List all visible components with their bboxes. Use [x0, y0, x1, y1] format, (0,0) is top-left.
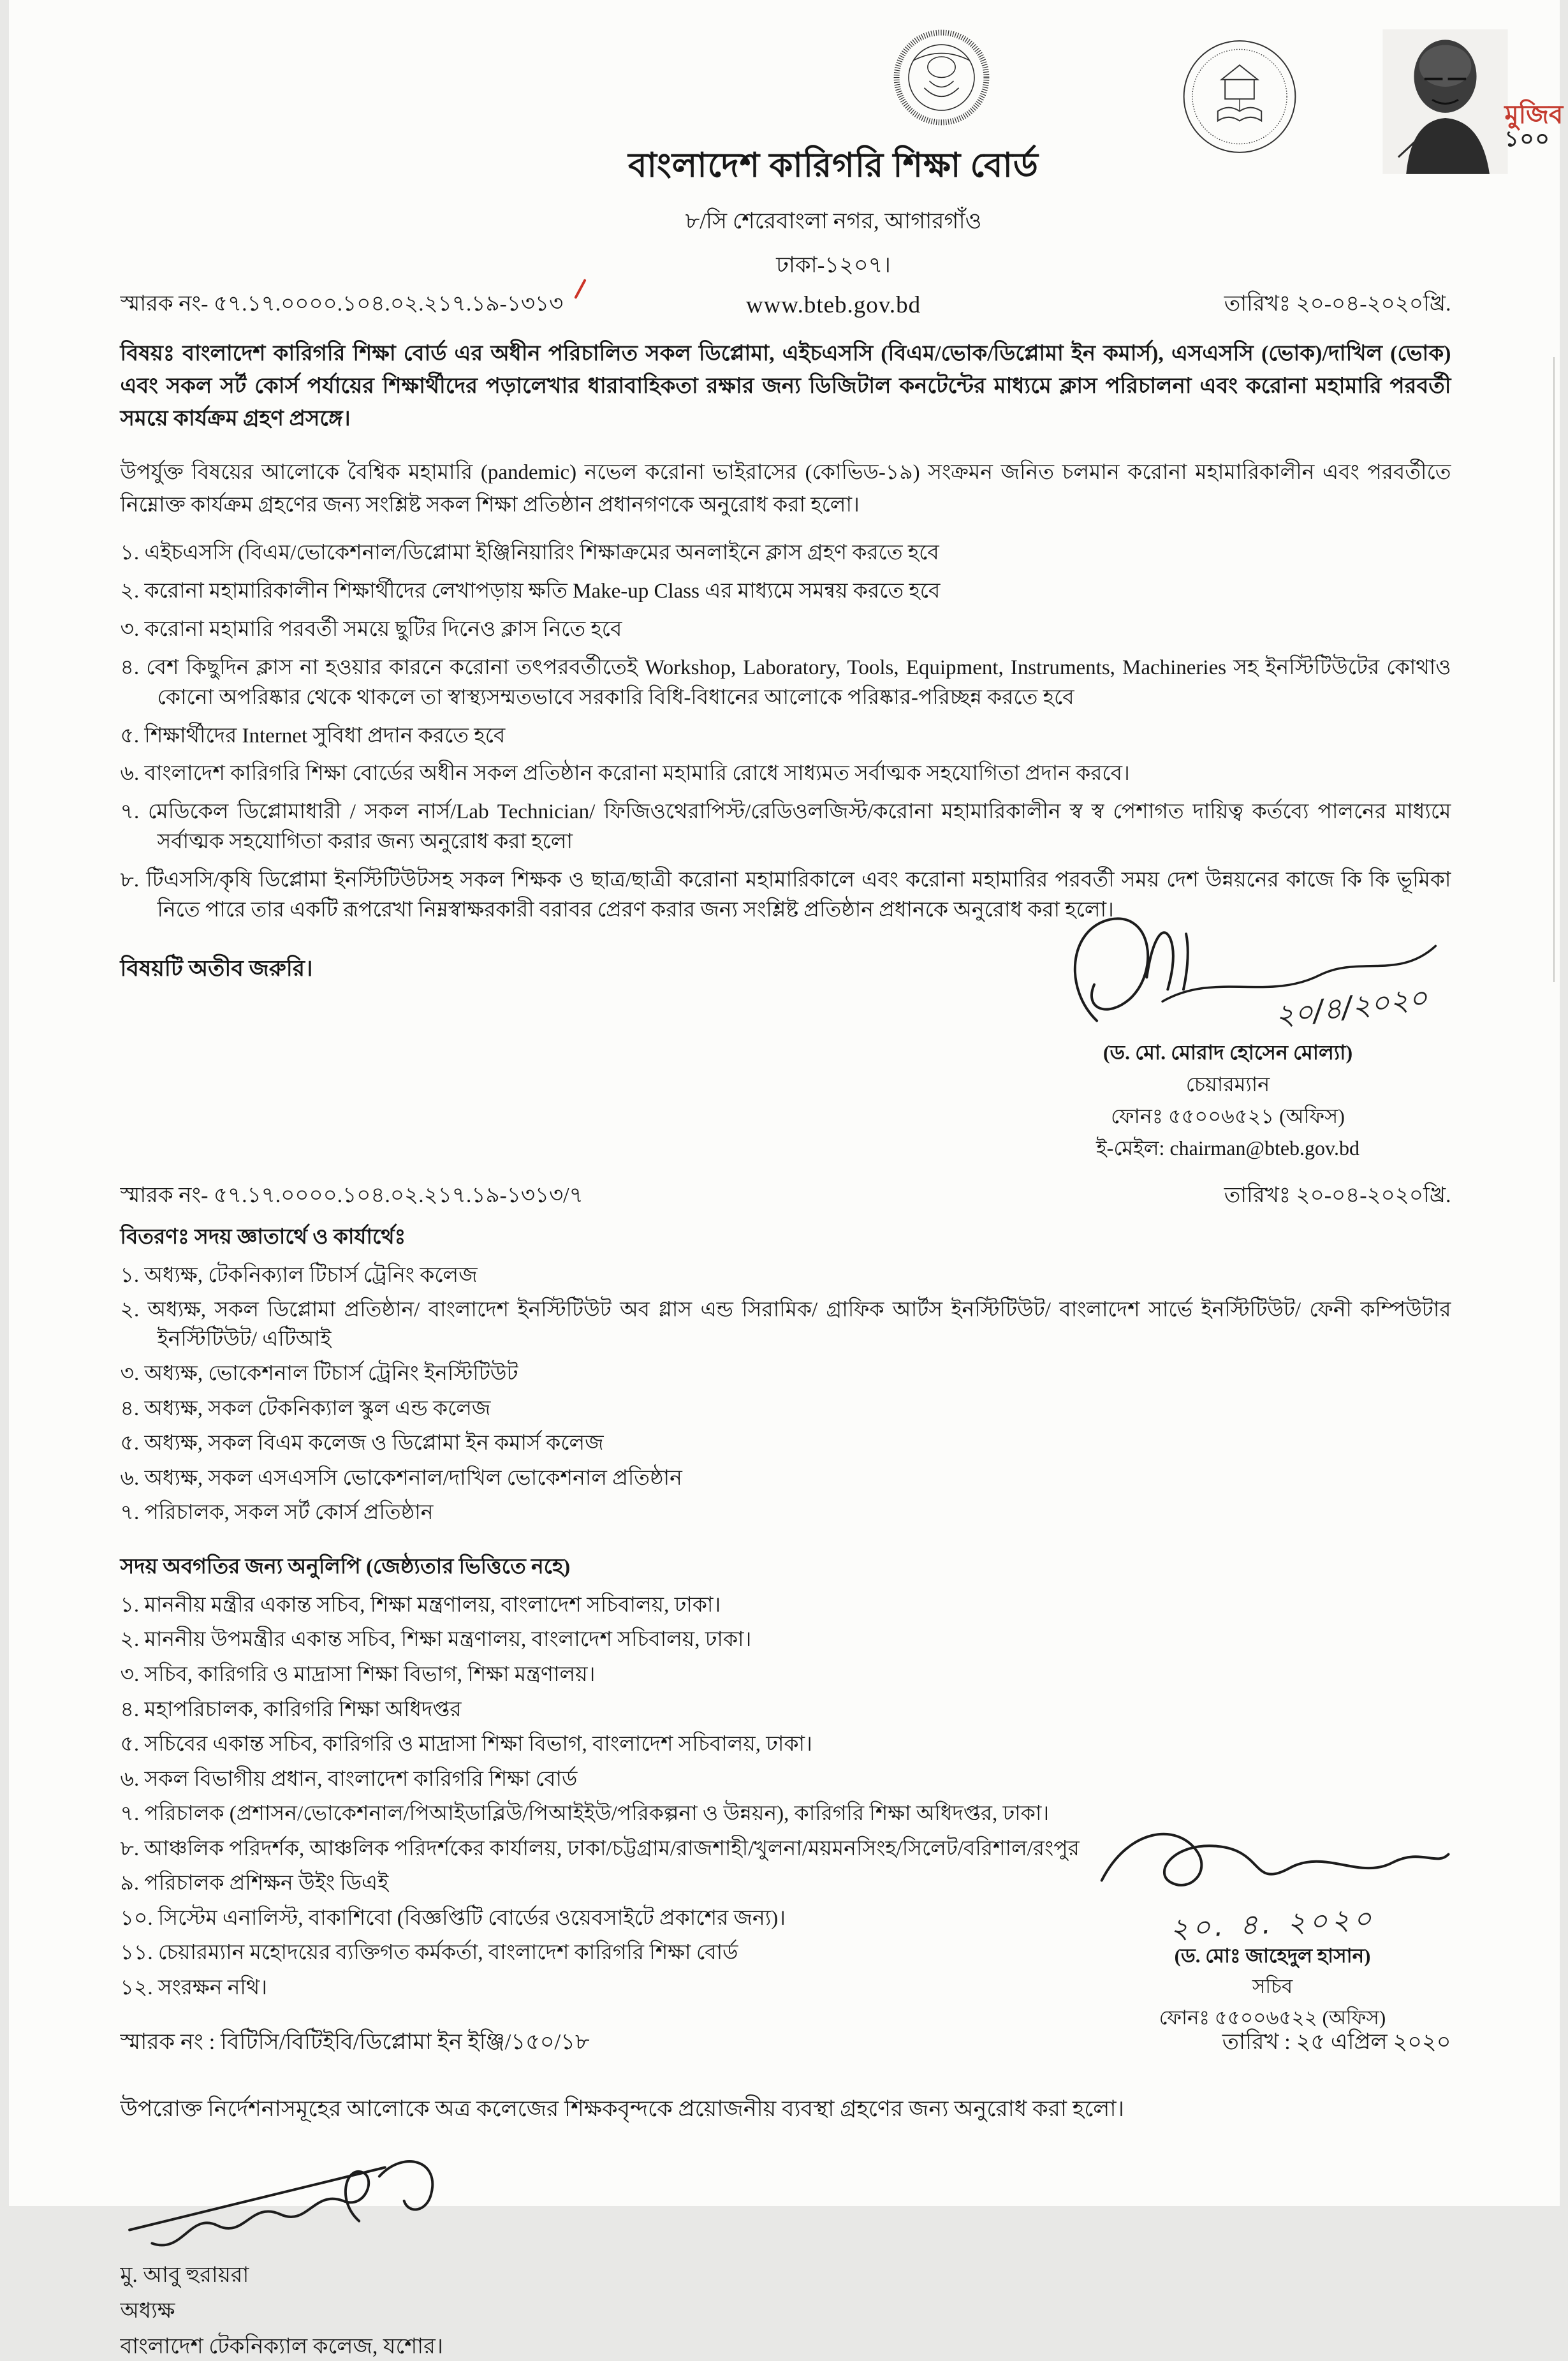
memo2-row	[121, 1179, 1451, 1215]
directive-item-5: ৫. শিক্ষার্থীদের Internet সুবিধা প্রদান করতে হবে	[121, 721, 1451, 751]
org-website: www.bteb.gov.bd	[168, 291, 1499, 319]
directive-item-8: ৮. টিএসসি/কৃষি ডিপ্লোমা ইনস্টিটিউটসহ সকল শিক্ষক ও ছাত্র/ছাত্রী করোনা মহামারিকালে এবং করোনা মহামারির পরবর্তী সময় দেশ উন্নয়নের কাজে কি কি ভূমিকা নিতে পারে তার একটি রূপরেখা নিম্নস্বাক্ষরকারী বরাবর প্রেরণ করার জন্য সংশ্লিষ্ট প্রতিষ্ঠান প্রধানকে অনুরোধ করা হলো।	[121, 865, 1451, 925]
subject-line: বিষয়ঃ বাংলাদেশ কারিগরি শিক্ষা বোর্ড এর অধীন পরিচালিত সকল ডিপ্লোমা, এইচএসসি (বিএম/ভোক/ডিপ্লোমা ইন কমার্স), এসএসসি (ভোক)/দাখিল (ভোক) এবং সকল সর্ট কোর্স পর্যায়ের শিক্ষার্থীদের পড়ালেখার ধারাবাহিকতা রক্ষার জন্য ডিজিটাল কনটেন্টের মাধ্যমে ক্লাস পরিচালনা এবং করোনা মহামারি পরবর্তী সময়ে কার্যক্রম গ্রহণ প্রসঙ্গে।	[121, 337, 1451, 435]
distribution-item-3: ৩. অধ্যক্ষ, ভোকেশনাল টিচার্স ট্রেনিং ইনস্টিটিউট	[121, 1360, 1451, 1389]
chairman-title: চেয়ারম্যান	[1005, 1071, 1451, 1098]
mujib-number: ১০০	[1505, 128, 1564, 151]
letterhead	[121, 9, 1451, 284]
distribution-item-6: ৬. অধ্যক্ষ, সকল এসএসসি ভোকেশনাল/দাখিল ভোকেশনাল প্রতিষ্ঠান	[121, 1464, 1451, 1494]
secretary-phone: ফোনঃ ৫৫০০৬৫২২ (অফিস)	[1088, 2005, 1458, 2031]
secretary-signature-icon	[1088, 1810, 1458, 1906]
memo1-number: স্মারক নং- ৫৭.১৭.০০০০.১০৪.০২.২১৭.১৯-১৩১৩	[121, 287, 564, 323]
closing-paragraph: উপরোক্ত নির্দেশনাসমূহের আলোকে অত্র কলেজের শিক্ষকবৃন্দকে প্রয়োজনীয় ব্যবস্থা গ্রহণের জন্য অনুরোধ করা হলো।	[121, 2093, 1451, 2126]
principal-title: অধ্যক্ষ	[121, 2297, 1451, 2326]
directive-item-1: ১. এইচএসসি (বিএম/ভোকেশনাল/ডিপ্লোমা ইঞ্জিনিয়ারিং শিক্ষাক্রমের অনলাইনে ক্লাস গ্রহণ করতে হবে	[121, 538, 1451, 568]
chairman-signature	[1005, 905, 1451, 1038]
mujib100-wordmark	[1505, 102, 1564, 150]
distribution-item-2: ২. অধ্যক্ষ, সকল ডিপ্লোমা প্রতিষ্ঠান/ বাংলাদেশ ইনস্টিটিউট অব গ্লাস এন্ড সিরামিক/ গ্রাফিক আর্টস ইনস্টিটিউট/ বাংলাদেশ সার্ভে ইনস্টিটিউট/ ফেনী কম্পিউটার ইনস্টিটিউট/ এটিআই	[121, 1296, 1451, 1354]
distribution-item-1: ১. অধ্যক্ষ, টেকনিক্যাল টিচার্স ট্রেনিং কলেজ	[121, 1261, 1451, 1291]
chairman-name: (ড. মো. মোরাদ হোসেন মোল্যা)	[1005, 1039, 1451, 1066]
copy-item-11: ১১. চেয়ারম্যান মহোদয়ের ব্যক্তিগত কর্মকর্তা, বাংলাদেশ কারিগরি শিক্ষা বোর্ড	[121, 1939, 1236, 1968]
urgent-note: বিষয়টি অতীব জরুরি।	[121, 934, 313, 1162]
principal-org: বাংলাদেশ টেকনিক্যাল কলেজ, যশোর।	[121, 2332, 1451, 2361]
directive-item-2: ২. করোনা মহামারিকালীন শিক্ষার্থীদের লেখাপড়ায় ক্ষতি Make-up Class এর মাধ্যমে সমন্বয় করতে হবে	[121, 577, 1451, 607]
copy-item-12: ১২. সংরক্ষন নথি।	[121, 1974, 1236, 2003]
copies-section	[121, 1550, 1451, 2003]
scan-artifact-line	[1553, 357, 1555, 982]
secretary-signature-block	[1088, 1810, 1458, 2031]
copy-item-8: ৮. আঞ্চলিক পরিদর্শক, আঞ্চলিক পরিদর্শকের কার্যালয়, ঢাকা/চট্টগ্রাম/রাজশাহী/খুলনা/ময়মনসিংহ/সিলেট/বরিশাল/রংপুর	[121, 1835, 1236, 1864]
secretary-signature	[1088, 1810, 1458, 1906]
chairman-phone: ফোনঃ ৫৫০০৬৫২১ (অফিস)	[1005, 1103, 1451, 1129]
copies-list	[121, 1591, 1236, 2003]
copy-item-10: ১০. সিস্টেম এনালিস্ট, বাকাশিবো (বিজ্ঞপ্তিটি বোর্ডের ওয়েবসাইটে প্রকাশের জন্য)।	[121, 1904, 1236, 1934]
scanned-official-letter	[9, 0, 1560, 2206]
directive-item-6: ৬. বাংলাদেশ কারিগরি শিক্ষা বোর্ডের অধীন সকল প্রতিষ্ঠান করোনা মহামারি রোধে সাধ্যমত সর্বাত্মক সহযোগিতা প্রদান করবে।	[121, 759, 1451, 789]
copy-item-7: ৭. পরিচালক (প্রশাসন/ভোকেশনাল/পিআইডাব্লিউ/পিআইইউ/পরিকল্পনা ও উন্নয়ন), কারিগরি শিক্ষা অধিদপ্তর, ঢাকা।	[121, 1800, 1236, 1829]
directive-item-7: ৭. মেডিকেল ডিপ্লোমাধারী / সকল নার্স/Lab Technician/ ফিজিওথেরাপিস্ট/রেডিওলজিস্ট/করোনা মহামারিকালীন স্ব স্ব পেশাগত দায়িত্ব কর্তব্যে পালনের মাধ্যমে সর্বাত্মক সহযোগিতা করার জন্য অনুরোধ করা হলো	[121, 797, 1451, 857]
distribution-heading: বিতরণঃ সদয় জ্ঞাতার্থে ও কার্যার্থেঃ	[121, 1220, 1451, 1256]
copy-item-9: ৯. পরিচালক প্রশিক্ষন উইং ডিএই	[121, 1869, 1236, 1899]
copies-heading: সদয় অবগতির জন্য অনুলিপি (জেষ্ঠ্যতার ভিত্তিতে নহে)	[121, 1550, 1451, 1585]
mujib-label: মুজিব	[1505, 102, 1564, 128]
principal-signature-block	[121, 2143, 1451, 2361]
memo1-row	[121, 287, 1451, 323]
memo2-date: তারিখঃ ২০-০৪-২০২০খ্রি.	[1224, 1179, 1451, 1215]
principal-name: মু. আবু হুরায়রা	[121, 2261, 1451, 2290]
directive-item-3: ৩. করোনা মহামারি পরবর্তী সময়ে ছুটির দিনেও ক্লাস নিতে হবে	[121, 615, 1451, 645]
distribution-list	[121, 1261, 1451, 1528]
secretary-name: (ড. মোঃ জাহেদুল হাসান)	[1088, 1943, 1458, 1969]
copy-item-1: ১. মাননীয় মন্ত্রীর একান্ত সচিব, শিক্ষা মন্ত্রণালয়, বাংলাদেশ সচিবালয়, ঢাকা।	[121, 1591, 1236, 1621]
copy-item-4: ৪. মহাপরিচালক, কারিগরি শিক্ষা অধিদপ্তর	[121, 1696, 1236, 1725]
secretary-title: সচিব	[1088, 1974, 1458, 1999]
memo2-number: স্মারক নং- ৫৭.১৭.০০০০.১০৪.০২.২১৭.১৯-১৩১৩/৭	[121, 1179, 583, 1215]
bteb-seal-icon	[854, 15, 1029, 140]
principal-signature-icon	[121, 2143, 503, 2254]
chairman-handwritten-date: ২০/৪/২০২০	[1273, 978, 1430, 1036]
copy-item-2: ২. মাননীয় উপমন্ত্রীর একান্ত সচিব, শিক্ষা মন্ত্রণালয়, বাংলাদেশ সচিবালয়, ঢাকা।	[121, 1626, 1236, 1655]
distribution-item-4: ৪. অধ্যক্ষ, সকল টেকনিক্যাল স্কুল এন্ড কলেজ	[121, 1395, 1451, 1424]
org-address-line2: ঢাকা-১২০৭।	[168, 247, 1499, 285]
distribution-item-5: ৫. অধ্যক্ষ, সকল বিএম কলেজ ও ডিপ্লোমা ইন কমার্স কলেজ	[121, 1429, 1451, 1459]
copy-item-3: ৩. সচিব, কারিগরি ও মাদ্রাসা শিক্ষা বিভাগ, শিক্ষা মন্ত্রণালয়।	[121, 1661, 1236, 1690]
copy-item-6: ৬. সকল বিভাগীয় প্রধান, বাংলাদেশ কারিগরি শিক্ষা বোর্ড	[121, 1765, 1236, 1795]
intro-paragraph: উপর্যুক্ত বিষয়ের আলোকে বৈশ্বিক মহামারি (pandemic) নভেল করোনা ভাইরাসের (কোভিড-১৯) সংক্রমন জনিত চলমান করোনা মহামারিকালীন এবং পরবর্তীতে নিম্নোক্ত কার্যক্রম গ্রহণের জন্য সংশ্লিষ্ট সকল শিক্ষা প্রতিষ্ঠান প্রধানগণকে অনুরোধ করা হলো।	[121, 457, 1451, 522]
distribution-item-7: ৭. পরিচালক, সকল সর্ট কোর্স প্রতিষ্ঠান	[121, 1499, 1451, 1528]
memo3-number: স্মারক নং : বিটিসি/বিটিইবি/ডিপ্লোমা ইন ইঞ্জি/১৫০/১৮	[121, 2024, 590, 2062]
chairman-signature-block	[1005, 905, 1451, 1162]
urgent-and-signature-row	[121, 934, 1451, 1162]
directive-item-4: ৪. বেশ কিছুদিন ক্লাস না হওয়ার কারনে করোনা তৎপরবর্তীতেই Workshop, Laboratory, Tools, Equipment, Instruments, Machineries সহ ইনস্টিটিউটের কোথাও কোনো অপরিষ্কার থেকে থাকলে তা স্বাস্থ্যসম্মতভাবে সরকারি বিধি-বিধানের আলোকে পরিষ্কার-পরিচ্ছন্ন করতে হবে	[121, 653, 1451, 713]
org-name: বাংলাদেশ কারিগরি শিক্ষা বোর্ড	[168, 140, 1499, 196]
directive-list	[121, 538, 1451, 925]
memo1-date: তারিখঃ ২০-০৪-২০২০খ্রি.	[1224, 287, 1451, 323]
secretary-handwritten-date: ২০. ৪. ২০২০	[1087, 1896, 1458, 1952]
memo3-date: তারিখ : ২৫ এপ্রিল ২০২০	[1222, 2024, 1451, 2062]
chairman-email: ই-মেইল: chairman@bteb.gov.bd	[1005, 1135, 1451, 1161]
copy-item-5: ৫. সচিবের একান্ত সচিব, কারিগরি ও মাদ্রাসা শিক্ষা বিভাগ, বাংলাদেশ সচিবালয়, ঢাকা।	[121, 1730, 1236, 1760]
red-check-mark	[570, 277, 589, 302]
org-address-line1: ৮/সি শেরেবাংলা নগর, আগারগাঁও	[168, 203, 1499, 241]
